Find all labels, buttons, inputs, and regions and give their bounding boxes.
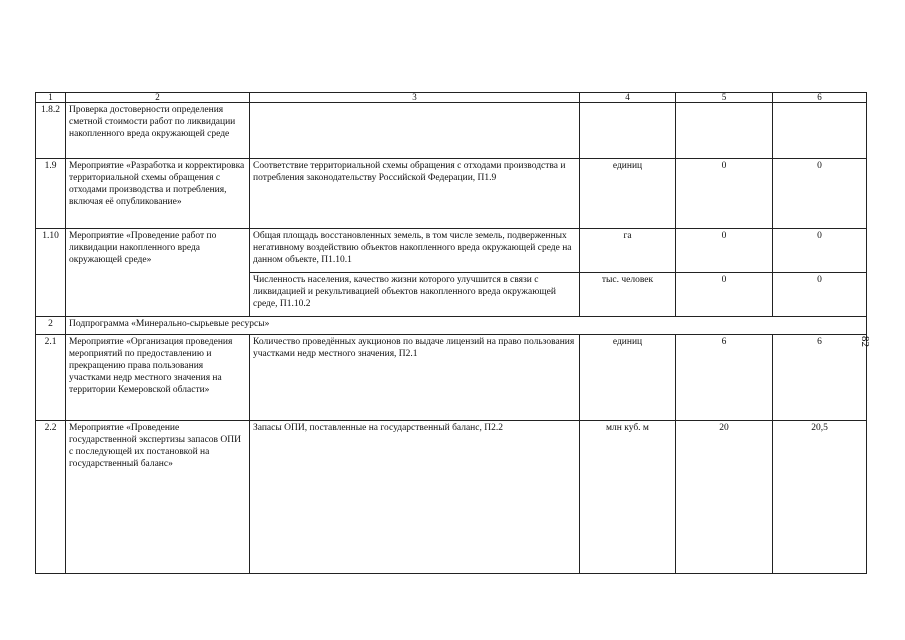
subprogram-row <box>36 317 867 335</box>
header-cell: 4 <box>580 93 676 103</box>
header-cell: 3 <box>250 93 580 103</box>
table-row <box>36 421 867 574</box>
header-row <box>36 93 867 103</box>
indicator: Соответствие территориальной схемы обращения с отходами производства и потребления законодательству Российской Федерации, П1.9 <box>250 159 580 229</box>
unit: млн куб. м <box>580 421 676 574</box>
table-row <box>36 103 867 159</box>
value-col6: 20,5 <box>773 421 867 574</box>
indicator <box>250 103 580 159</box>
value-col5 <box>676 103 773 159</box>
value-col5: 0 <box>676 273 773 317</box>
indicator: Численность населения, качество жизни которого улучшится в связи с ликвидацией и рекультивацией объектов накопленного вреда окружающей среде, П1.10.2 <box>250 273 580 317</box>
indicators-table <box>35 92 867 574</box>
measure-name: Мероприятие «Проведение работ по ликвидации накопленного вреда окружающей среде» <box>66 229 250 317</box>
value-col5: 0 <box>676 159 773 229</box>
row-number: 2 <box>36 317 66 335</box>
unit: единиц <box>580 159 676 229</box>
header-cell: 5 <box>676 93 773 103</box>
row-number: 2.1 <box>36 335 66 421</box>
measure-name: Мероприятие «Проведение государственной экспертизы запасов ОПИ с последующей их постановкой на государственный баланс» <box>66 421 250 574</box>
value-col6: 0 <box>773 273 867 317</box>
unit: единиц <box>580 335 676 421</box>
value-col5: 6 <box>676 335 773 421</box>
measure-name: Мероприятие «Разработка и корректировка территориальной схемы обращения с отходами производства и потребления, включая её опубликование» <box>66 159 250 229</box>
row-number: 1.10 <box>36 229 66 317</box>
measure-name: Мероприятие «Организация проведения мероприятий по предоставлению и прекращению права пользования участками недр местного значения на территории Кемеровской области» <box>66 335 250 421</box>
row-number: 1.9 <box>36 159 66 229</box>
subprogram-title: Подпрограмма «Минерально-сырьевые ресурсы» <box>66 317 867 335</box>
page-number: 82 <box>859 336 871 347</box>
row-number: 2.2 <box>36 421 66 574</box>
row-number: 1.8.2 <box>36 103 66 159</box>
value-col6: 0 <box>773 229 867 273</box>
value-col6: 0 <box>773 159 867 229</box>
indicator: Количество проведённых аукционов по выдаче лицензий на право пользования участками недр местного значения, П2.1 <box>250 335 580 421</box>
value-col5: 0 <box>676 229 773 273</box>
table-row <box>36 159 867 229</box>
header-cell: 1 <box>36 93 66 103</box>
table-row <box>36 229 867 273</box>
value-col6: 6 <box>773 335 867 421</box>
indicator: Запасы ОПИ, поставленные на государственный баланс, П2.2 <box>250 421 580 574</box>
indicator: Общая площадь восстановленных земель, в том числе земель, подверженных негативному воздействию объектов накопленного вреда окружающей среде на данном объекте, П1.10.1 <box>250 229 580 273</box>
header-cell: 2 <box>66 93 250 103</box>
header-cell: 6 <box>773 93 867 103</box>
value-col6 <box>773 103 867 159</box>
value-col5: 20 <box>676 421 773 574</box>
unit: га <box>580 229 676 273</box>
unit: тыс. человек <box>580 273 676 317</box>
table-row <box>36 335 867 421</box>
unit <box>580 103 676 159</box>
measure-name: Проверка достоверности определения сметной стоимости работ по ликвидации накопленного вреда окружающей среде <box>66 103 250 159</box>
